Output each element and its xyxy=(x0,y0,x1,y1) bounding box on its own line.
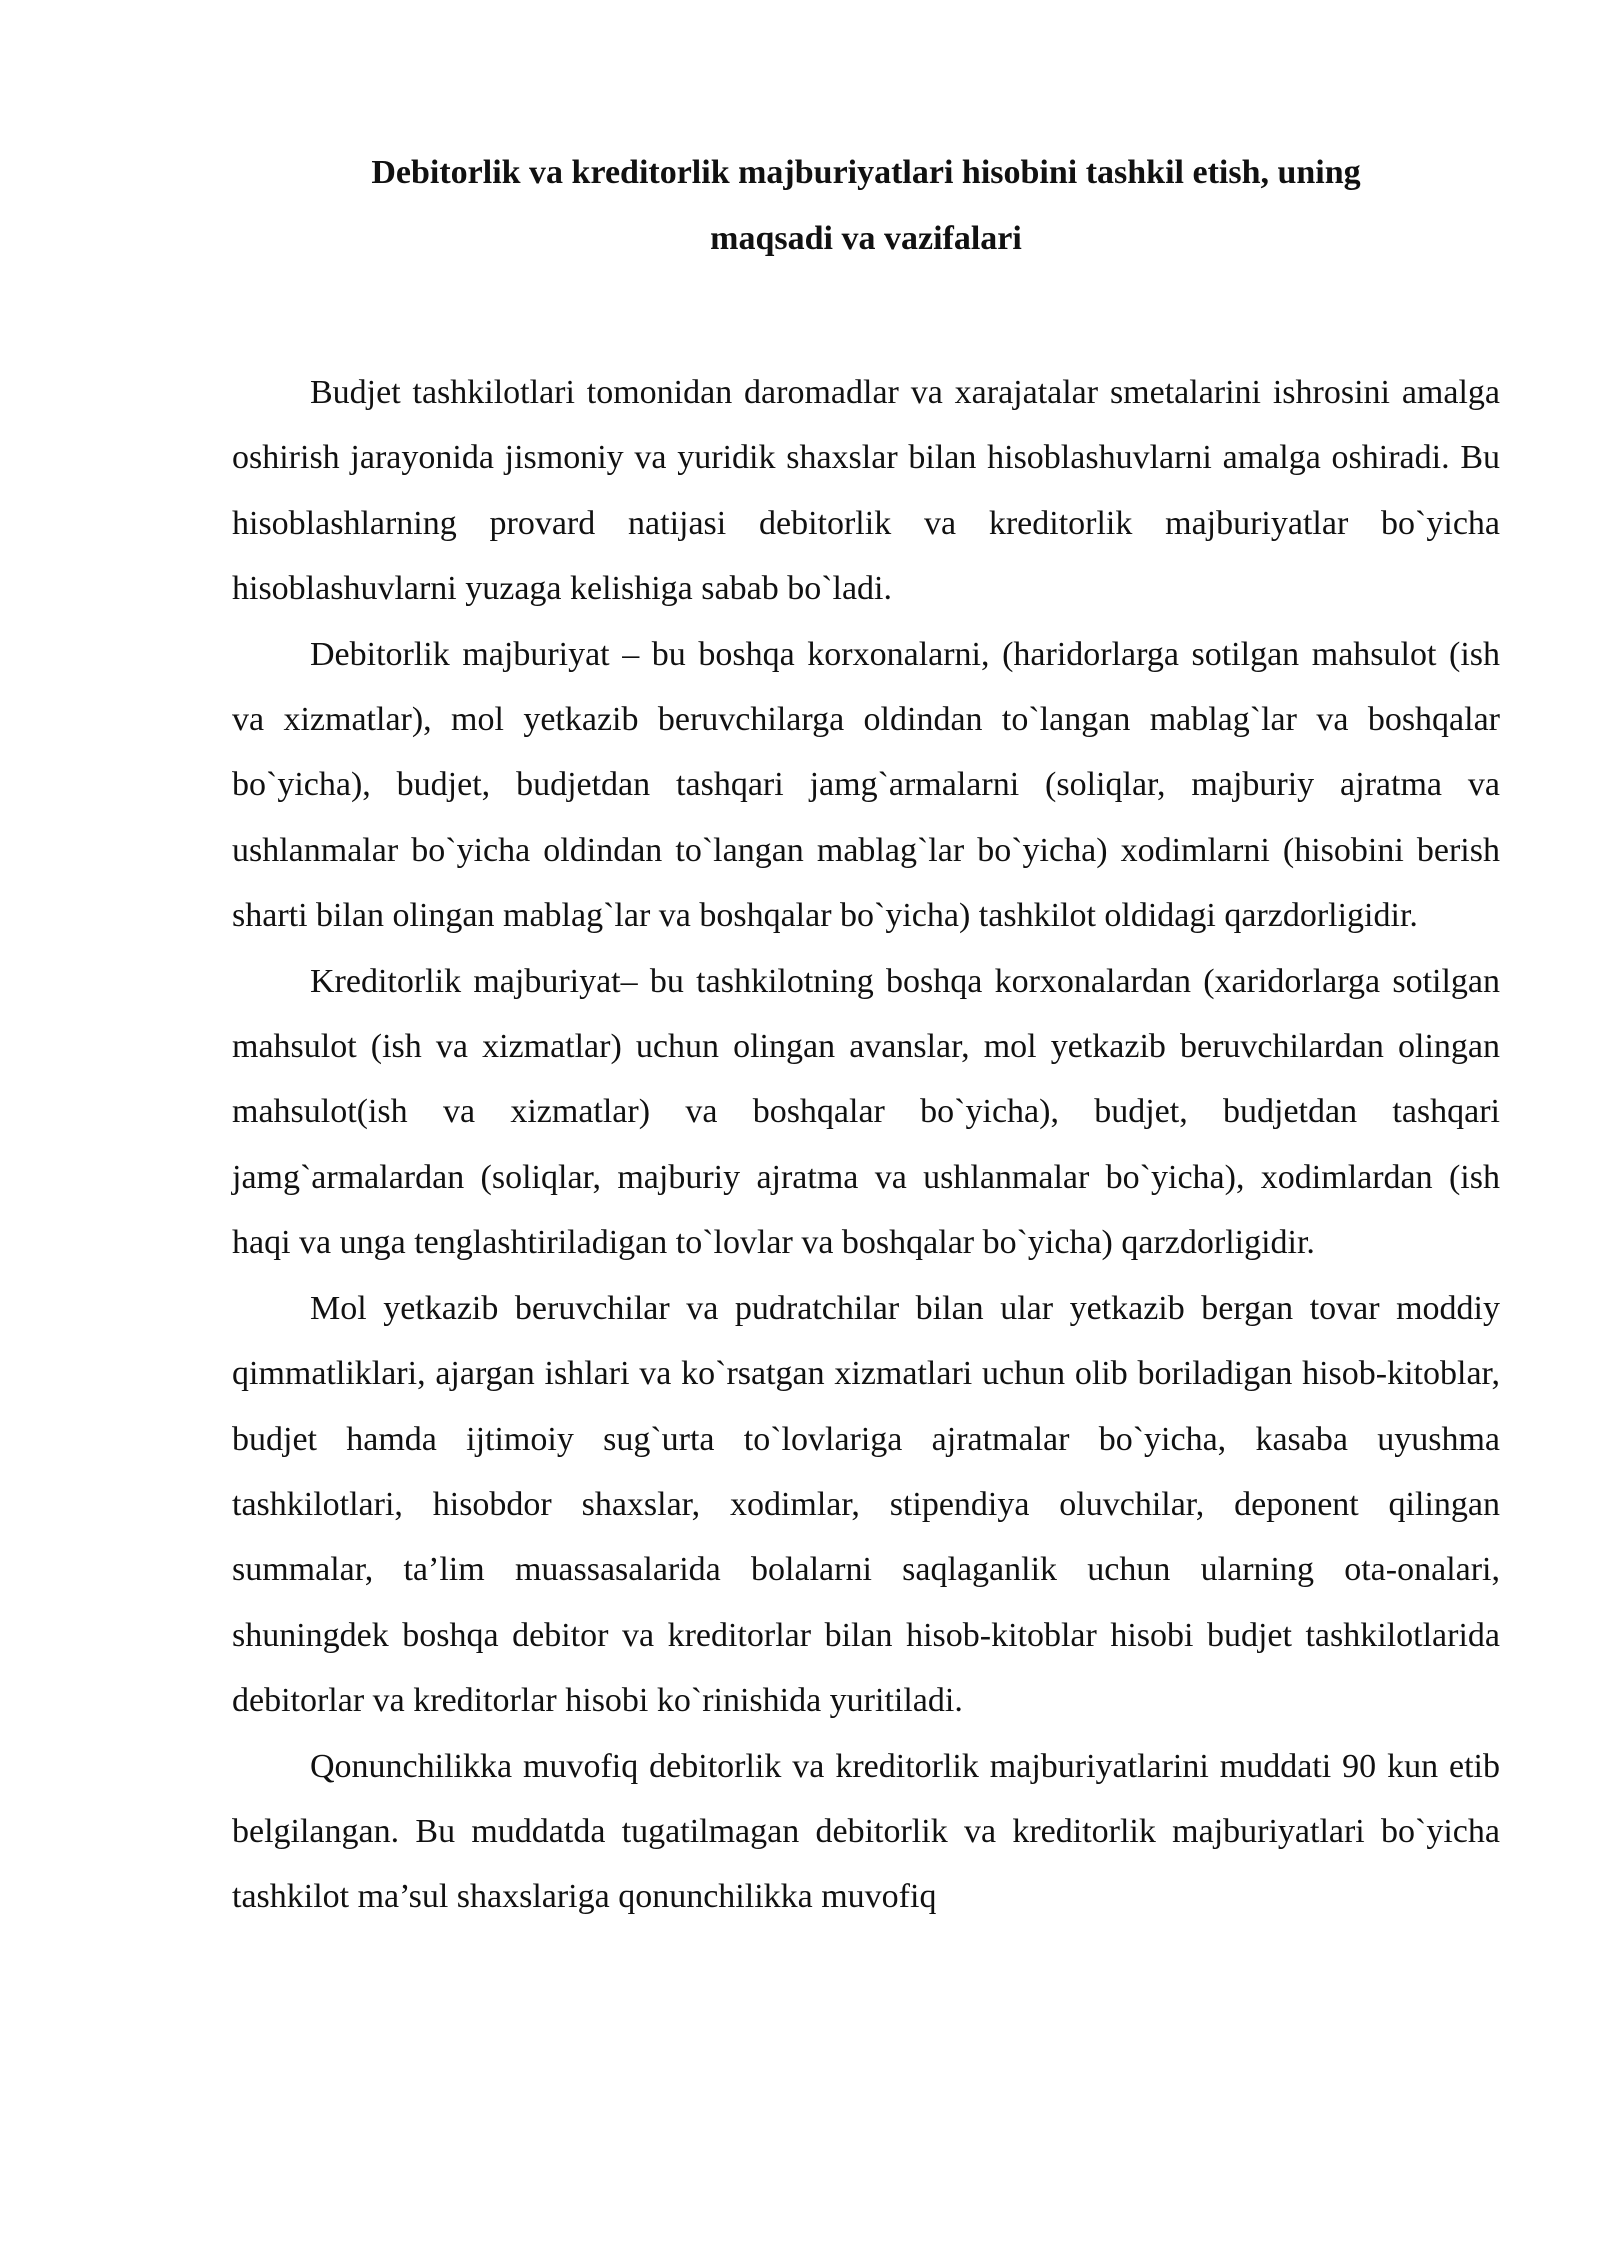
document-title xyxy=(232,140,1500,272)
title-line-1: Debitorlik va kreditorlik majburiyatlari hisobini tashkil etish, uning xyxy=(371,154,1361,191)
title-line-2: maqsadi va vazifalari xyxy=(710,220,1022,257)
paragraph-2: Debitorlik majburiyat – bu boshqa korxonalarni, (haridorlarga sotilgan mahsulot (ish va xizmatlar), mol yetkazib beruvchilarga oldindan to`langan mablag`lar va boshqalar bo`yicha), budjet, budjetdan tashqari jamg`armalarni (soliqlar, majburiy ajratma va ushlanmalar bo`yicha oldindan to`langan mablag`lar bo`yicha) xodimlarni (hisobini berish sharti bilan olingan mablag`lar va boshqalar bo`yicha) tashkilot oldidagi qarzdorligidir. xyxy=(232,635,1500,935)
paragraph-1: Budjet tashkilotlari tomonidan daromadlar va xarajatalar smetalarini ishrosini amalga oshirish jarayonida jismoniy va yuridik shaxslar bilan hisoblashuvlarni amalga oshiradi. Bu hisoblashlarning provard natijasi debitorlik va kreditorlik majburiyatlar bo`yicha hisoblashuvlarni yuzaga kelishiga sabab bo`ladi. xyxy=(232,374,1500,608)
paragraph-4: Mol yetkazib beruvchilar va pudratchilar bilan ular yetkazib bergan tovar moddiy qimmatliklari, ajargan ishlari va ko`rsatgan xizmatlari uchun olib boriladigan hisob-kitoblar, budjet hamda ijtimoiy sug`urta to`lovlariga ajratmalar bo`yicha, kasaba uyushma tashkilotlari, hisobdor shaxslar, xodimlar, stipendiya oluvchilar, deponent qilingan summalar, ta’lim muassasalarida bolalarni saqlaganlik uchun ularning ota-onalari, shuningdek boshqa debitor va kreditorlar bilan hisob-kitoblar hisobi budjet tashkilotlarida debitorlar va kreditorlar hisobi ko`rinishida yuritiladi. xyxy=(232,1289,1500,1720)
paragraph-5: Qonunchilikka muvofiq debitorlik va kreditorlik majburiyatlarini muddati 90 kun etib belgilangan. Bu muddatda tugatilmagan debitorlik va kreditorlik majburiyatlari bo`yicha tashkilot ma’sul shaxslariga qonunchilikka muvofiq xyxy=(232,1747,1500,1916)
document-body xyxy=(232,360,1500,1930)
document-content xyxy=(232,140,1500,1930)
paragraph-3: Kreditorlik majburiyat– bu tashkilotning boshqa korxonalardan (xaridorlarga sotilgan mahsulot (ish va xizmatlar) uchun olingan avanslar, mol yetkazib beruvchilardan olingan mahsulot(ish va xizmatlar) va boshqalar bo`yicha), budjet, budjetdan tashqari jamg`armalardan (soliqlar, majburiy ajratma va ushlanmalar bo`yicha), xodimlardan (ish haqi va unga tenglashtiriladigan to`lovlar va boshqalar bo`yicha) qarzdorligidir. xyxy=(232,962,1500,1262)
